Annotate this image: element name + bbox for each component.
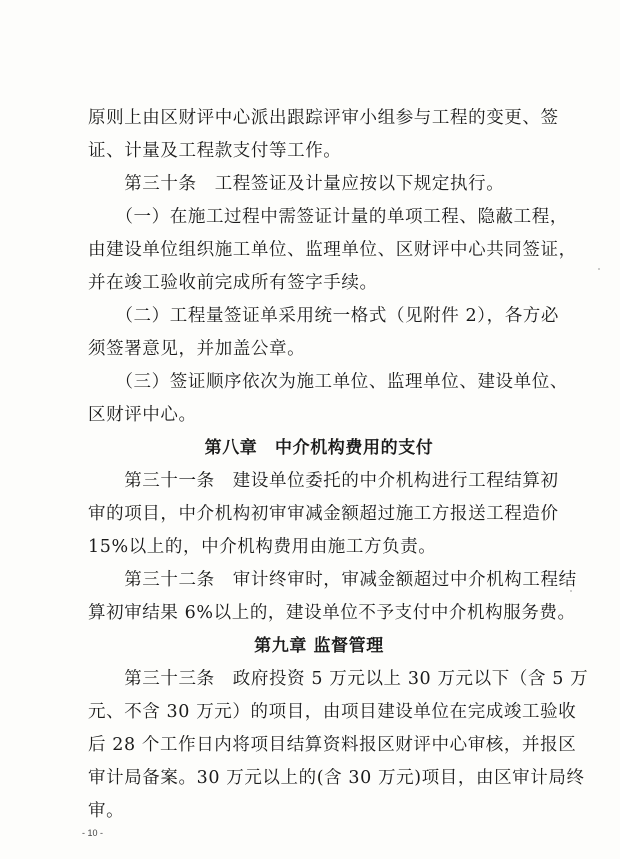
paragraph-line: （一）在施工过程中需签证计量的单项工程、隐蔽工程， [88,207,568,227]
paragraph-line: 第三十三条 政府投资 5 万元以上 30 万元以下（含 5 万 [88,669,589,689]
page-number: - 10 - [82,828,104,838]
paragraph-line: 须签署意见，并加盖公章。 [88,339,306,359]
paragraph-line: 元、不含 30 万元）的项目，由项目建设单位在完成竣工验收 [88,702,577,722]
paragraph-line: 由建设单位组织施工单位、监理单位、区财评中心共同签证， [88,240,577,260]
scan-speck [598,268,600,270]
chapter-9-heading: 第九章 监督管理 [254,636,384,656]
paragraph-line: 算初审结果 6%以上的，建设单位不予支付中介机构服务费。 [88,603,576,623]
paragraph-line: 区财评中心。 [88,405,197,425]
paragraph-line: 证、计量及工程款支付等工作。 [88,141,342,161]
paragraph-line: 第三十二条 审计终审时，审减金额超过中介机构工程结 [88,570,577,590]
paragraph-line: 后 28 个工作日内将项目结算资料报区财评中心审核，并报区 [88,735,577,755]
paragraph-line: 第三十一条 建设单位委托的中介机构进行工程结算初 [88,471,559,491]
paragraph-line: 审的项目，中介机构初审审减金额超过施工方报送工程造价 [88,504,559,524]
paragraph-line: 审计局备案。30 万元以上的(含 30 万元)项目，由区审计局终 [88,768,585,788]
paragraph-line: 并在竣工验收前完成所有签字手续。 [88,273,378,293]
article-30-heading: 第三十条 工程签证及计量应按以下规定执行。 [88,174,505,194]
scan-speck [570,590,572,592]
paragraph-line: 原则上由区财评中心派出跟踪评审小组参与工程的变更、签 [88,108,559,128]
paragraph-line: （三）签证顺序依次为施工单位、监理单位、建设单位、 [88,372,568,392]
paragraph-line: 审。 [88,801,125,821]
chapter-8-heading: 第八章 中介机构费用的支付 [204,438,434,458]
paragraph-line: （二）工程量签证单采用统一格式（见附件 2），各方必 [88,306,559,326]
paragraph-line: 15%以上的，中介机构费用由施工方负责。 [88,537,437,557]
